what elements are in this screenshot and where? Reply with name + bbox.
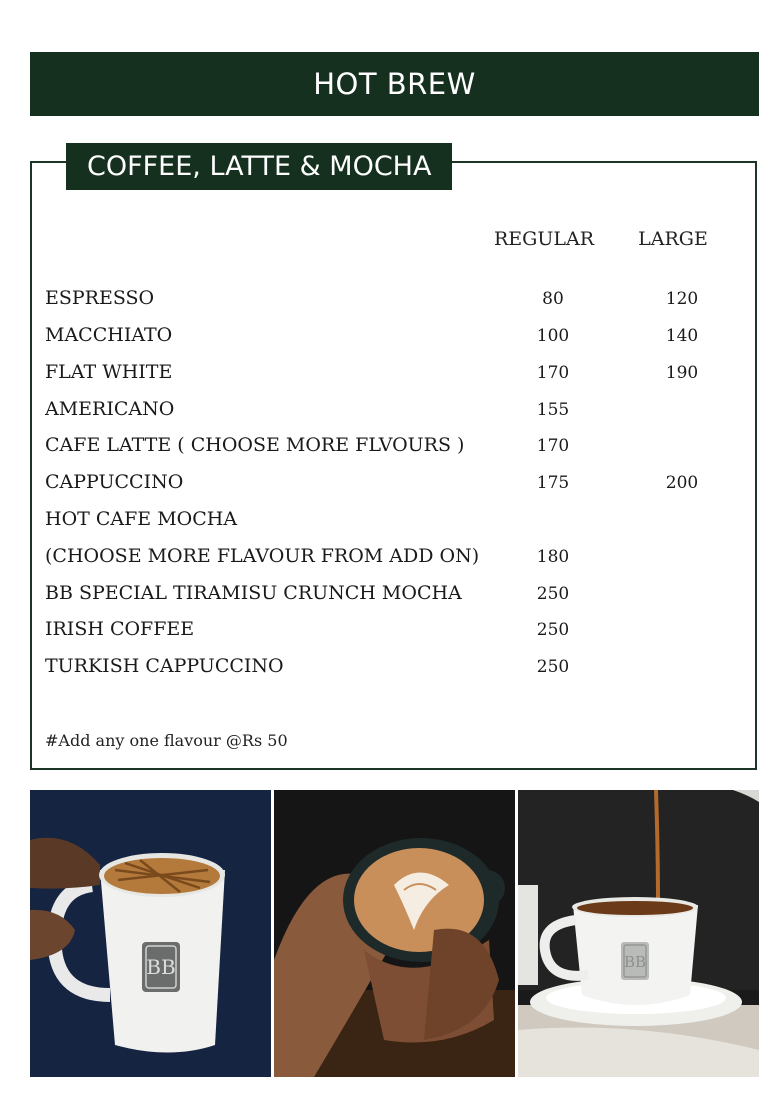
menu-item-price-regular: 180	[536, 547, 570, 567]
menu-item-row	[0, 582, 784, 612]
menu-item-price-large: 200	[665, 473, 699, 493]
photo-logo-text: BB	[146, 955, 176, 979]
section-title-text: COFFEE, LATTE & MOCHA	[87, 151, 432, 182]
menu-item-price-regular: 170	[536, 436, 570, 456]
pour-over-cup-photo	[518, 790, 759, 1077]
section-title	[66, 143, 452, 190]
menu-item-name: (CHOOSE MORE FLAVOUR FROM ADD ON)	[45, 545, 480, 567]
menu-item-price-regular: 155	[536, 400, 570, 420]
menu-item-price-regular: 250	[536, 657, 570, 677]
menu-item-price-large: 120	[665, 289, 699, 309]
menu-item-price-regular: 175	[536, 473, 570, 493]
menu-item-row	[0, 655, 784, 685]
menu-item-price-regular: 250	[536, 620, 570, 640]
menu-item-row	[0, 361, 784, 391]
menu-item-row	[0, 324, 784, 354]
menu-item-row	[0, 434, 784, 464]
latte-art-cup-photo	[274, 790, 515, 1077]
menu-item-row	[0, 287, 784, 317]
menu-item-row	[0, 398, 784, 428]
menu-item-name: TURKISH CAPPUCCINO	[45, 655, 284, 677]
menu-item-name: AMERICANO	[45, 398, 175, 420]
menu-item-name: CAFE LATTE ( CHOOSE MORE FLVOURS )	[45, 434, 465, 456]
photo-logo-text: BB	[623, 953, 647, 971]
menu-item-price-regular: 250	[536, 584, 570, 604]
menu-item-price-large: 140	[665, 326, 699, 346]
menu-item-name: HOT CAFE MOCHA	[45, 508, 238, 530]
menu-item-row	[0, 508, 784, 538]
menu-item-row	[0, 545, 784, 575]
banner-title: HOT BREW	[313, 67, 476, 101]
menu-item-row	[0, 471, 784, 501]
column-header-regular: REGULAR	[493, 228, 594, 250]
hot-brew-banner	[30, 52, 759, 116]
flavour-note: #Add any one flavour @Rs 50	[45, 731, 288, 750]
menu-item-row	[0, 618, 784, 648]
menu-item-price-large: 190	[665, 363, 699, 383]
menu-item-name: BB SPECIAL TIRAMISU CRUNCH MOCHA	[45, 582, 462, 604]
menu-item-name: FLAT WHITE	[45, 361, 173, 383]
cappuccino-mug-photo	[30, 790, 271, 1077]
menu-item-price-regular: 100	[536, 326, 570, 346]
menu-item-price-regular: 80	[542, 289, 564, 309]
menu-item-name: MACCHIATO	[45, 324, 173, 346]
menu-item-name: IRISH COFFEE	[45, 618, 195, 640]
menu-item-name: ESPRESSO	[45, 287, 155, 309]
menu-item-price-regular: 170	[536, 363, 570, 383]
menu-item-name: CAPPUCCINO	[45, 471, 184, 493]
column-header-large: LARGE	[638, 228, 708, 250]
